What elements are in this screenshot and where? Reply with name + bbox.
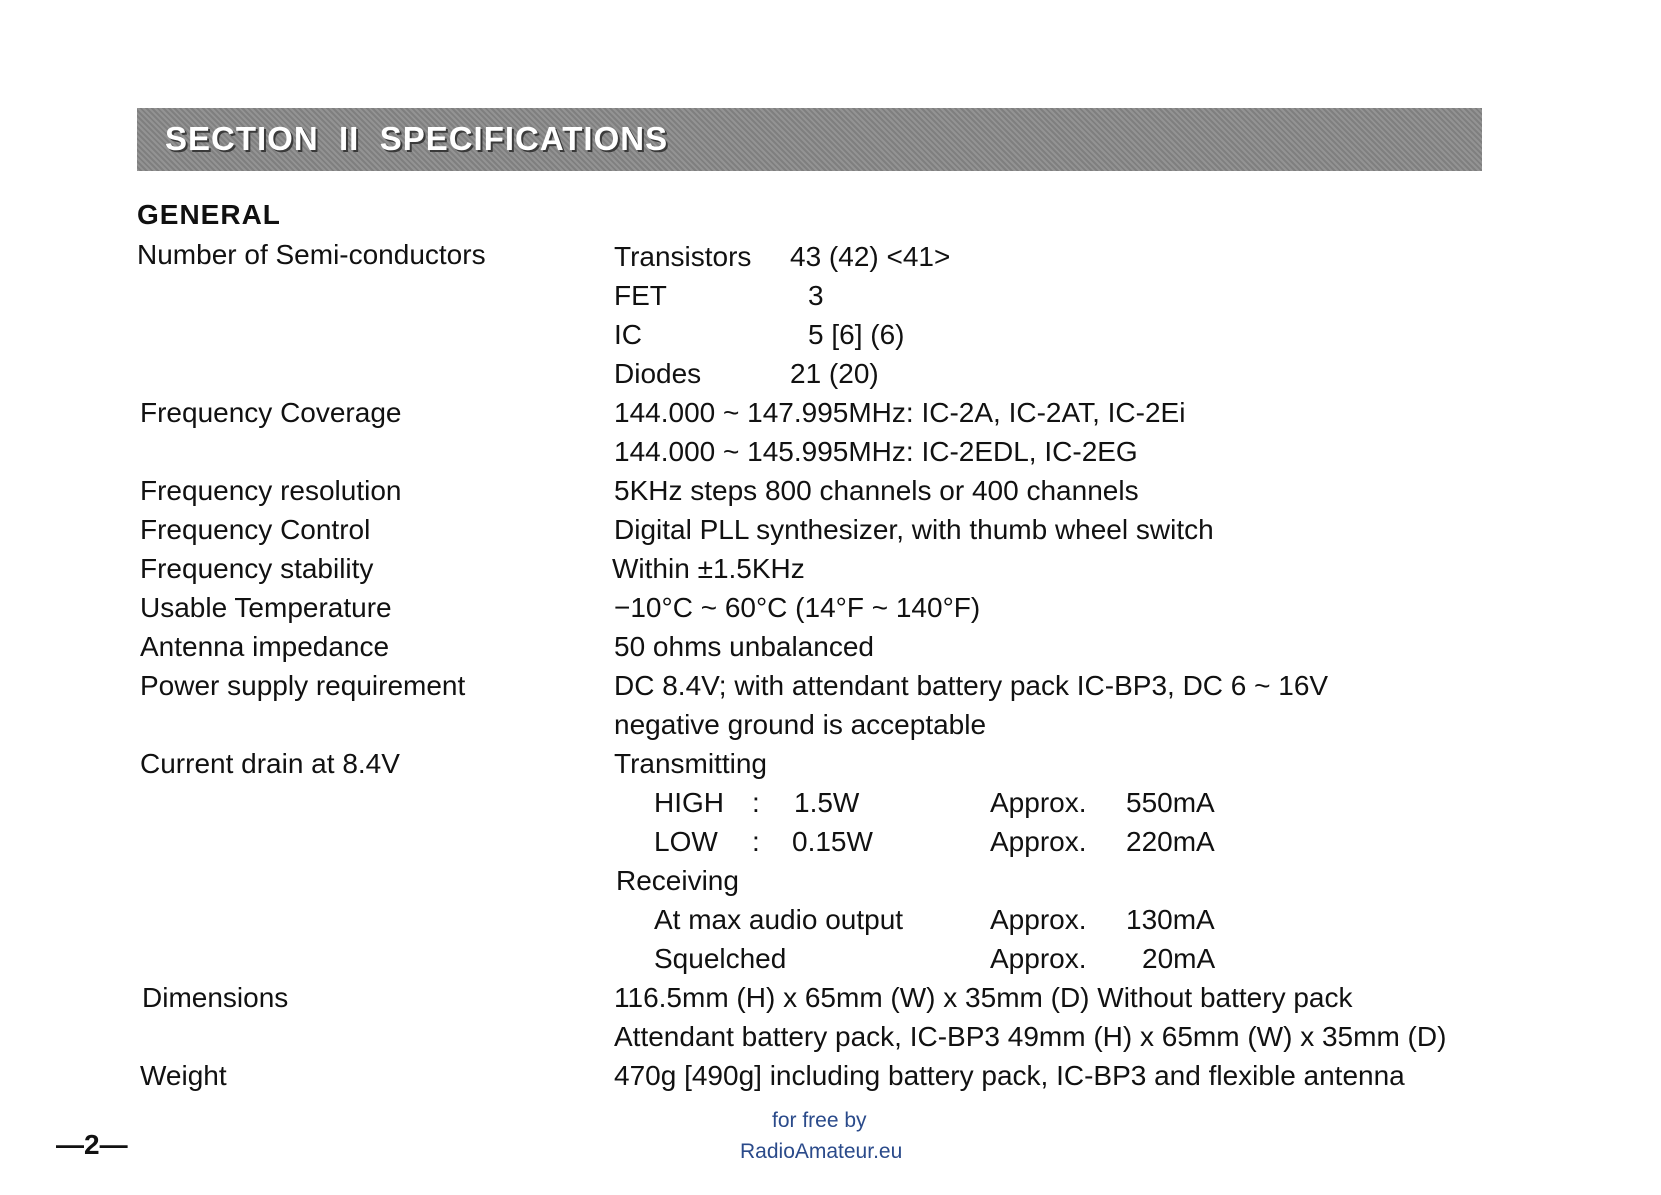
semiconductor-name: Transistors bbox=[614, 241, 752, 272]
rx-condition: Squelched bbox=[654, 943, 787, 974]
semiconductor-value: 5 [6] (6) bbox=[808, 319, 905, 350]
footer-site-link[interactable]: RadioAmateur.eu bbox=[740, 1140, 903, 1163]
rx-condition: At max audio output bbox=[654, 904, 904, 935]
power-supply-label: Power supply requirement bbox=[140, 670, 466, 701]
tx-separator: : bbox=[752, 787, 760, 818]
frequency-control-value: Digital PLL synthesizer, with thumb wheel switch bbox=[614, 514, 1214, 545]
page-number: —2— bbox=[56, 1129, 128, 1160]
tx-power: 1.5W bbox=[794, 787, 860, 818]
semiconductor-value: 21 (20) bbox=[790, 358, 879, 389]
semiconductor-name: Diodes bbox=[614, 358, 702, 389]
tx-approx: Approx. bbox=[990, 826, 1087, 857]
semiconductor-name: IC bbox=[614, 319, 642, 350]
semiconductor-name: FET bbox=[614, 280, 667, 311]
tx-power: 0.15W bbox=[792, 826, 873, 857]
weight-value: 470g [490g] including battery pack, IC-BP3 and flexible antenna bbox=[614, 1060, 1405, 1091]
frequency-resolution-value: 5KHz steps 800 channels or 400 channels bbox=[614, 475, 1139, 506]
tx-mode: HIGH bbox=[654, 787, 724, 818]
rx-current: 130mA bbox=[1126, 904, 1215, 935]
frequency-stability-label: Frequency stability bbox=[140, 553, 374, 584]
dimensions-label: Dimensions bbox=[142, 982, 289, 1013]
tx-current: 220mA bbox=[1126, 826, 1215, 857]
frequency-control-label: Frequency Control bbox=[140, 514, 371, 545]
power-supply-line2: negative ground is acceptable bbox=[614, 709, 987, 740]
power-supply-line1: DC 8.4V; with attendant battery pack IC-BP3, DC 6 ~ 16V bbox=[614, 670, 1329, 701]
footer-credit: for free by bbox=[772, 1109, 867, 1132]
dimensions-line1: 116.5mm (H) x 65mm (W) x 35mm (D) Without battery pack bbox=[614, 982, 1353, 1013]
rx-approx: Approx. bbox=[990, 943, 1087, 974]
section-title: SECTION II SPECIFICATIONS bbox=[165, 120, 669, 157]
frequency-stability-value: Within ±1.5KHz bbox=[612, 553, 805, 584]
section-header-bar bbox=[137, 108, 1482, 171]
usable-temperature-value: −10°C ~ 60°C (14°F ~ 140°F) bbox=[614, 592, 981, 623]
semiconductor-value: 43 (42) <41> bbox=[790, 241, 951, 272]
rx-approx: Approx. bbox=[990, 904, 1087, 935]
usable-temperature-label: Usable Temperature bbox=[140, 592, 392, 623]
weight-label: Weight bbox=[140, 1060, 227, 1091]
tx-approx: Approx. bbox=[990, 787, 1087, 818]
antenna-impedance-label: Antenna impedance bbox=[140, 631, 390, 662]
transmitting-heading: Transmitting bbox=[614, 748, 768, 779]
tx-separator: : bbox=[752, 826, 760, 857]
tx-current: 550mA bbox=[1126, 787, 1215, 818]
rx-current: 20mA bbox=[1142, 943, 1216, 974]
semiconductors-label: Number of Semi-conductors bbox=[137, 239, 486, 270]
antenna-impedance-value: 50 ohms unbalanced bbox=[614, 631, 874, 662]
frequency-coverage-label: Frequency Coverage bbox=[140, 397, 402, 428]
frequency-coverage-line1: 144.000 ~ 147.995MHz: IC-2A, IC-2AT, IC-2Ei bbox=[614, 397, 1186, 428]
receiving-heading: Receiving bbox=[616, 865, 739, 896]
frequency-resolution-label: Frequency resolution bbox=[140, 475, 402, 506]
general-heading: GENERAL bbox=[137, 199, 281, 230]
dimensions-line2: Attendant battery pack, IC-BP3 49mm (H) x 65mm (W) x 35mm (D) bbox=[614, 1021, 1447, 1052]
frequency-coverage-line2: 144.000 ~ 145.995MHz: IC-2EDL, IC-2EG bbox=[614, 436, 1138, 467]
current-drain-label: Current drain at 8.4V bbox=[140, 748, 400, 779]
semiconductor-value: 3 bbox=[808, 280, 824, 311]
tx-mode: LOW bbox=[654, 826, 718, 857]
